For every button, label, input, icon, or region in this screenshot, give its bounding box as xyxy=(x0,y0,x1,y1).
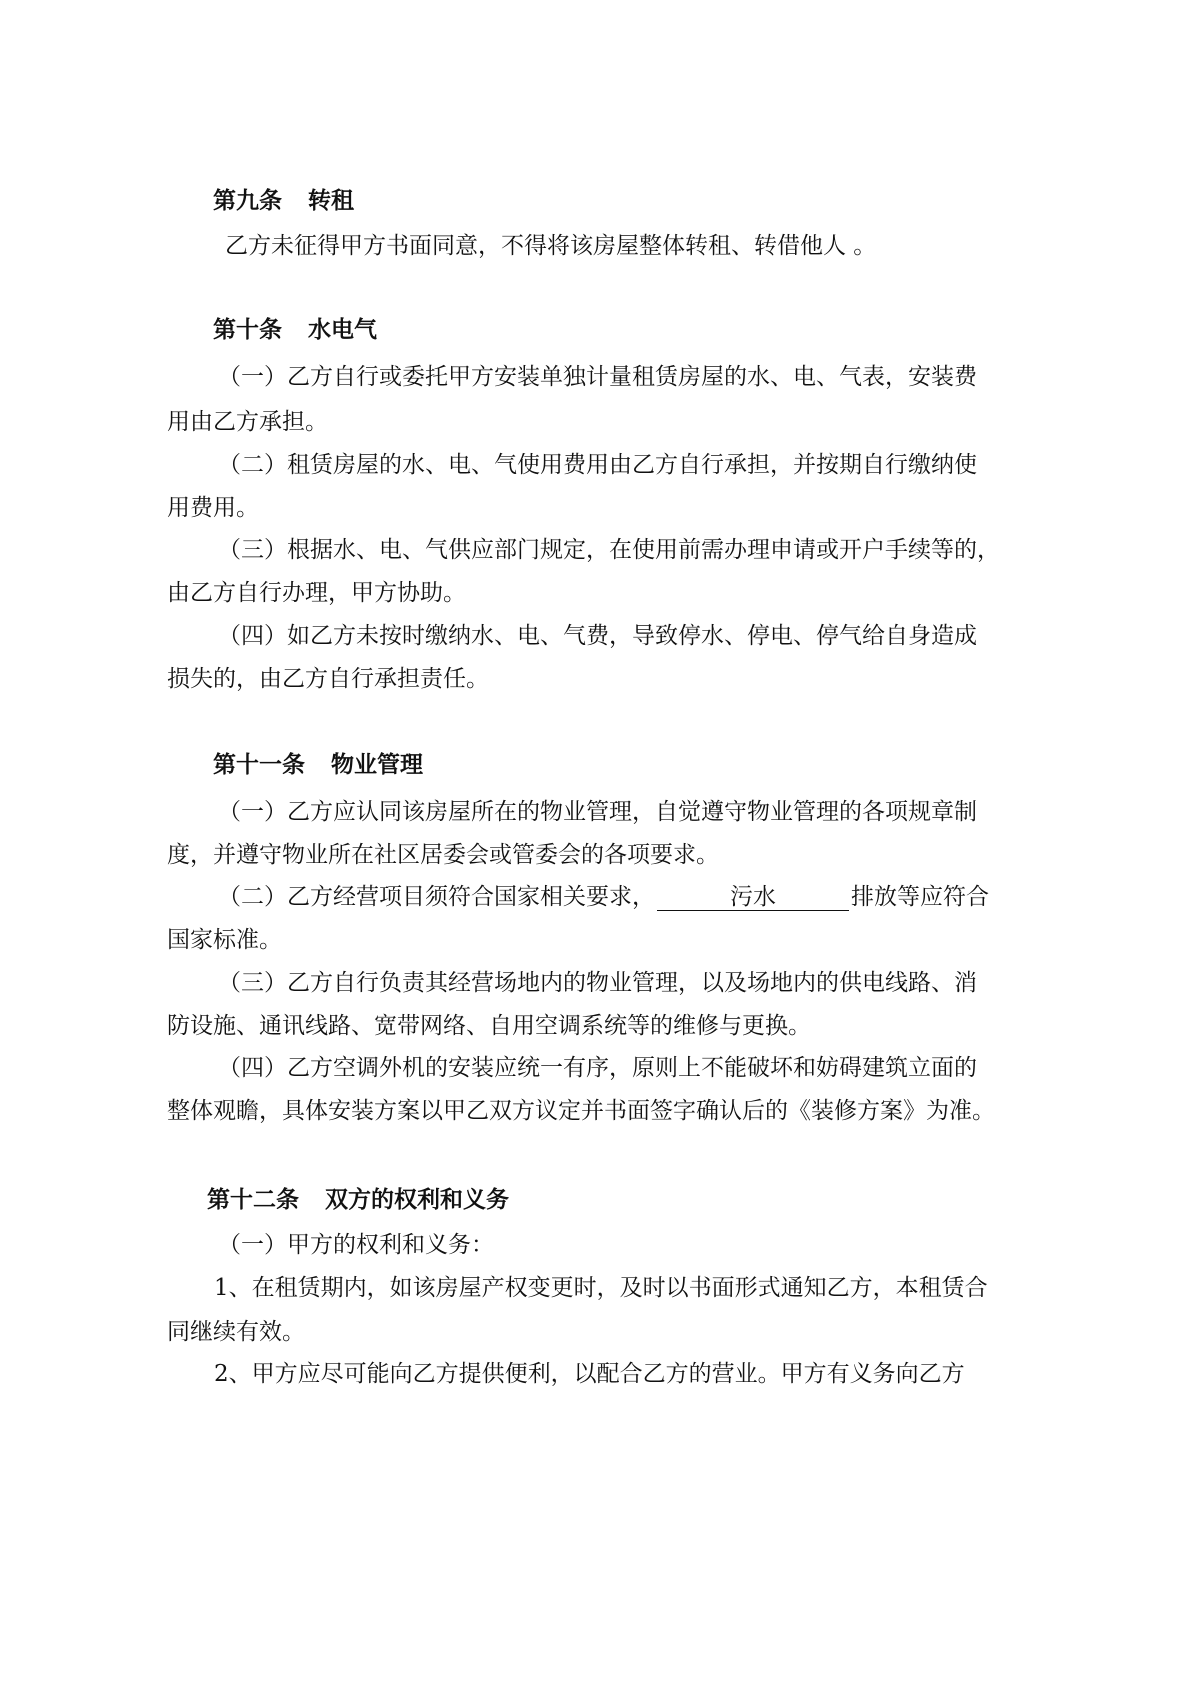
article-10-number: 第十条 xyxy=(213,316,282,343)
article-10-line-4: 用费用。 xyxy=(167,495,259,521)
article-9-heading xyxy=(213,186,354,216)
fill-line-after: 排放等应符合 xyxy=(851,884,989,910)
article-12-line-2: 1、在租赁期内，如该房屋产权变更时，及时以书面形式通知乙方，本租赁合 xyxy=(214,1275,988,1301)
article-11-fill-line xyxy=(218,882,989,912)
article-11-title: 物业管理 xyxy=(331,751,423,778)
article-12-line-4: 2、甲方应尽可能向乙方提供便利，以配合乙方的营业。甲方有义务向乙方 xyxy=(214,1361,965,1387)
article-10-line-5: （三）根据水、电、气供应部门规定，在使用前需办理申请或开户手续等的， xyxy=(218,537,1000,563)
article-12-line-3: 同继续有效。 xyxy=(167,1319,305,1345)
article-10-line-8: 损失的，由乙方自行承担责任。 xyxy=(167,666,489,692)
sewage-blank-field: 污水 xyxy=(657,884,849,911)
article-12-line-1: （一）甲方的权利和义务： xyxy=(218,1232,494,1258)
article-10-line-1: （一）乙方自行或委托甲方安装单独计量租赁房屋的水、电、气表，安装费 xyxy=(218,364,977,390)
article-10-heading xyxy=(213,315,377,345)
article-11-line-7: （四）乙方空调外机的安装应统一有序，原则上不能破坏和妨碍建筑立面的 xyxy=(218,1055,977,1081)
article-9-line-1: 乙方未征得甲方书面同意，不得将该房屋整体转租、转借他人 。 xyxy=(225,233,877,259)
article-11-line-8: 整体观瞻，具体安装方案以甲乙双方议定并书面签字确认后的《装修方案》为准。 xyxy=(167,1098,995,1124)
article-11-line-6: 防设施、通讯线路、宽带网络、自用空调系统等的维修与更换。 xyxy=(167,1013,811,1039)
article-12-title: 双方的权利和义务 xyxy=(325,1186,509,1213)
article-11-line-4: 国家标准。 xyxy=(167,927,282,953)
article-11-number: 第十一条 xyxy=(213,751,305,778)
article-11-line-5: （三）乙方自行负责其经营场地内的物业管理，以及场地内的供电线路、消 xyxy=(218,970,977,996)
article-11-line-2: 度，并遵守物业所在社区居委会或管委会的各项要求。 xyxy=(167,842,719,868)
article-9-number: 第九条 xyxy=(213,187,282,214)
article-10-line-2: 用由乙方承担。 xyxy=(167,409,328,435)
article-11-line-1: （一）乙方应认同该房屋所在的物业管理，自觉遵守物业管理的各项规章制 xyxy=(218,799,977,825)
article-12-number: 第十二条 xyxy=(207,1186,299,1213)
article-10-line-6: 由乙方自行办理，甲方协助。 xyxy=(167,580,466,606)
fill-line-before: （二）乙方经营项目须符合国家相关要求， xyxy=(218,884,655,910)
article-10-title: 水电气 xyxy=(308,316,377,343)
article-10-line-3: （二）租赁房屋的水、电、气使用费用由乙方自行承担，并按期自行缴纳使 xyxy=(218,452,977,478)
article-10-line-7: （四）如乙方未按时缴纳水、电、气费，导致停水、停电、停气给自身造成 xyxy=(218,623,977,649)
article-12-heading xyxy=(207,1185,509,1215)
article-11-heading xyxy=(213,750,423,780)
article-9-title: 转租 xyxy=(308,187,354,214)
